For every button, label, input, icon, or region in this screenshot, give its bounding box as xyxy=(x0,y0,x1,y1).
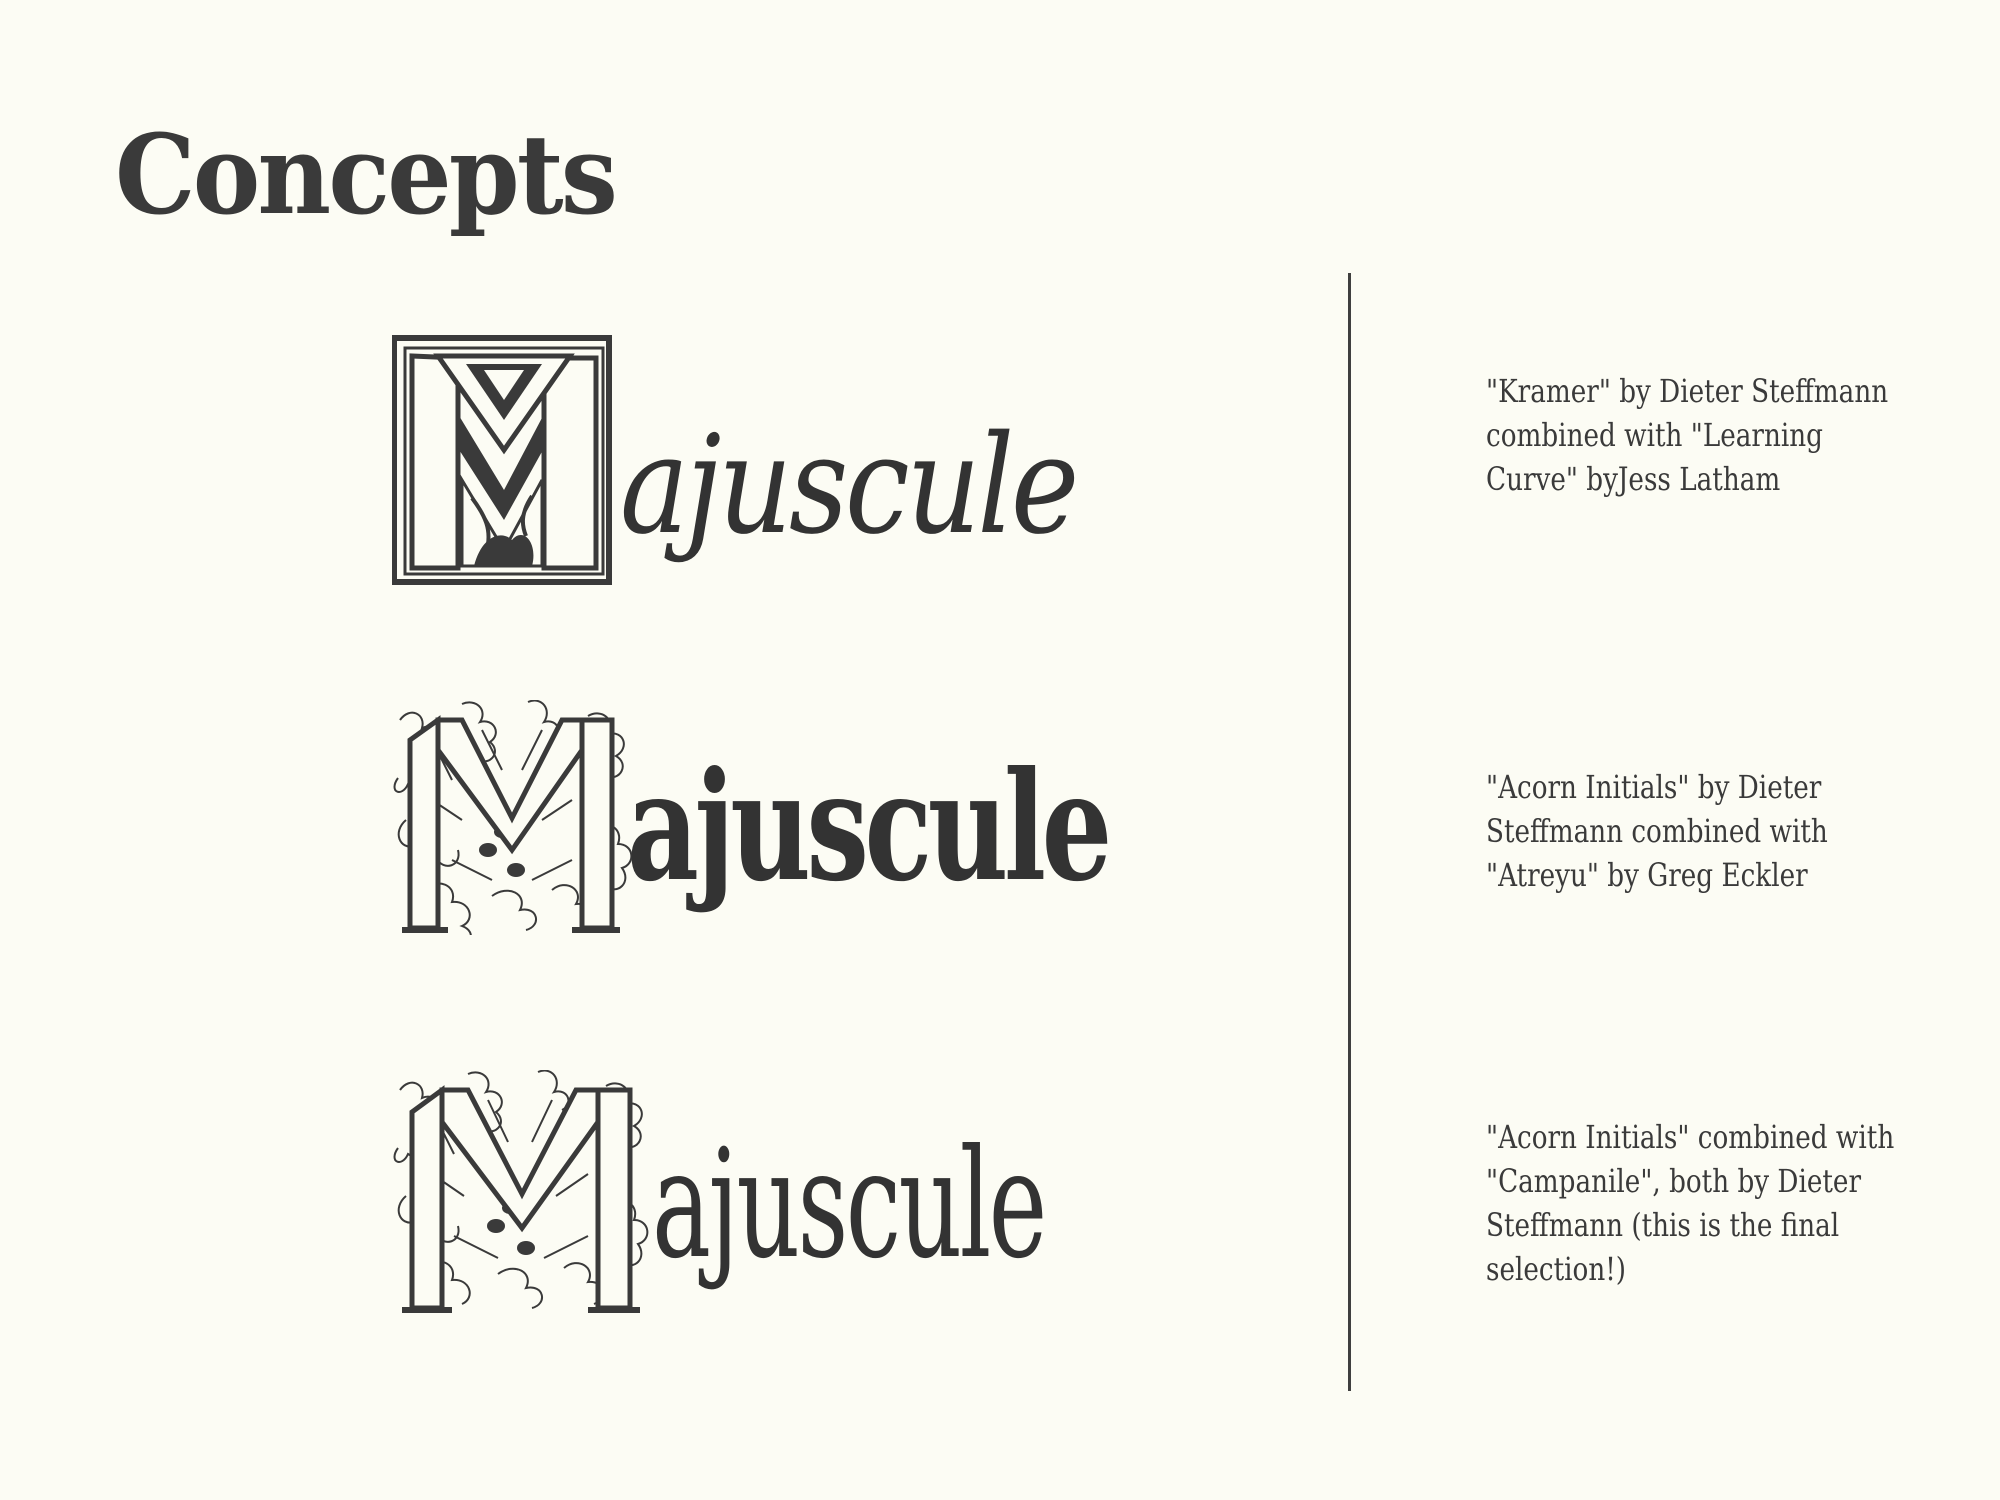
acorn-initial-m-icon xyxy=(392,700,637,935)
concept-word: ajuscule xyxy=(620,407,1076,565)
caption-acorn-atreyu: "Acorn Initials" by Dieter Steffmann combined with "Atreyu" by Greg Eckler xyxy=(1486,768,1828,894)
caption-kramer: "Kramer" by Dieter Steffmann combined with "Learning Curve" byJess Latham xyxy=(1486,372,1889,498)
concept-acorn-campanile xyxy=(392,1070,1092,1320)
concept-word: ajuscule xyxy=(652,1118,1045,1292)
page-title: Concepts xyxy=(115,110,616,239)
caption-acorn-campanile: "Acorn Initials" combined with "Campanile", both by Dieter Steffmann (this is the final selection!) xyxy=(1486,1118,1895,1288)
concept-acorn-atreyu xyxy=(392,700,1108,950)
kramer-initial-m-icon xyxy=(392,330,617,590)
concept-word: ajuscule xyxy=(627,739,1108,915)
concept-kramer-learning-curve xyxy=(392,330,1092,620)
acorn-initial-m-icon xyxy=(392,1070,657,1315)
vertical-divider xyxy=(1348,273,1351,1391)
